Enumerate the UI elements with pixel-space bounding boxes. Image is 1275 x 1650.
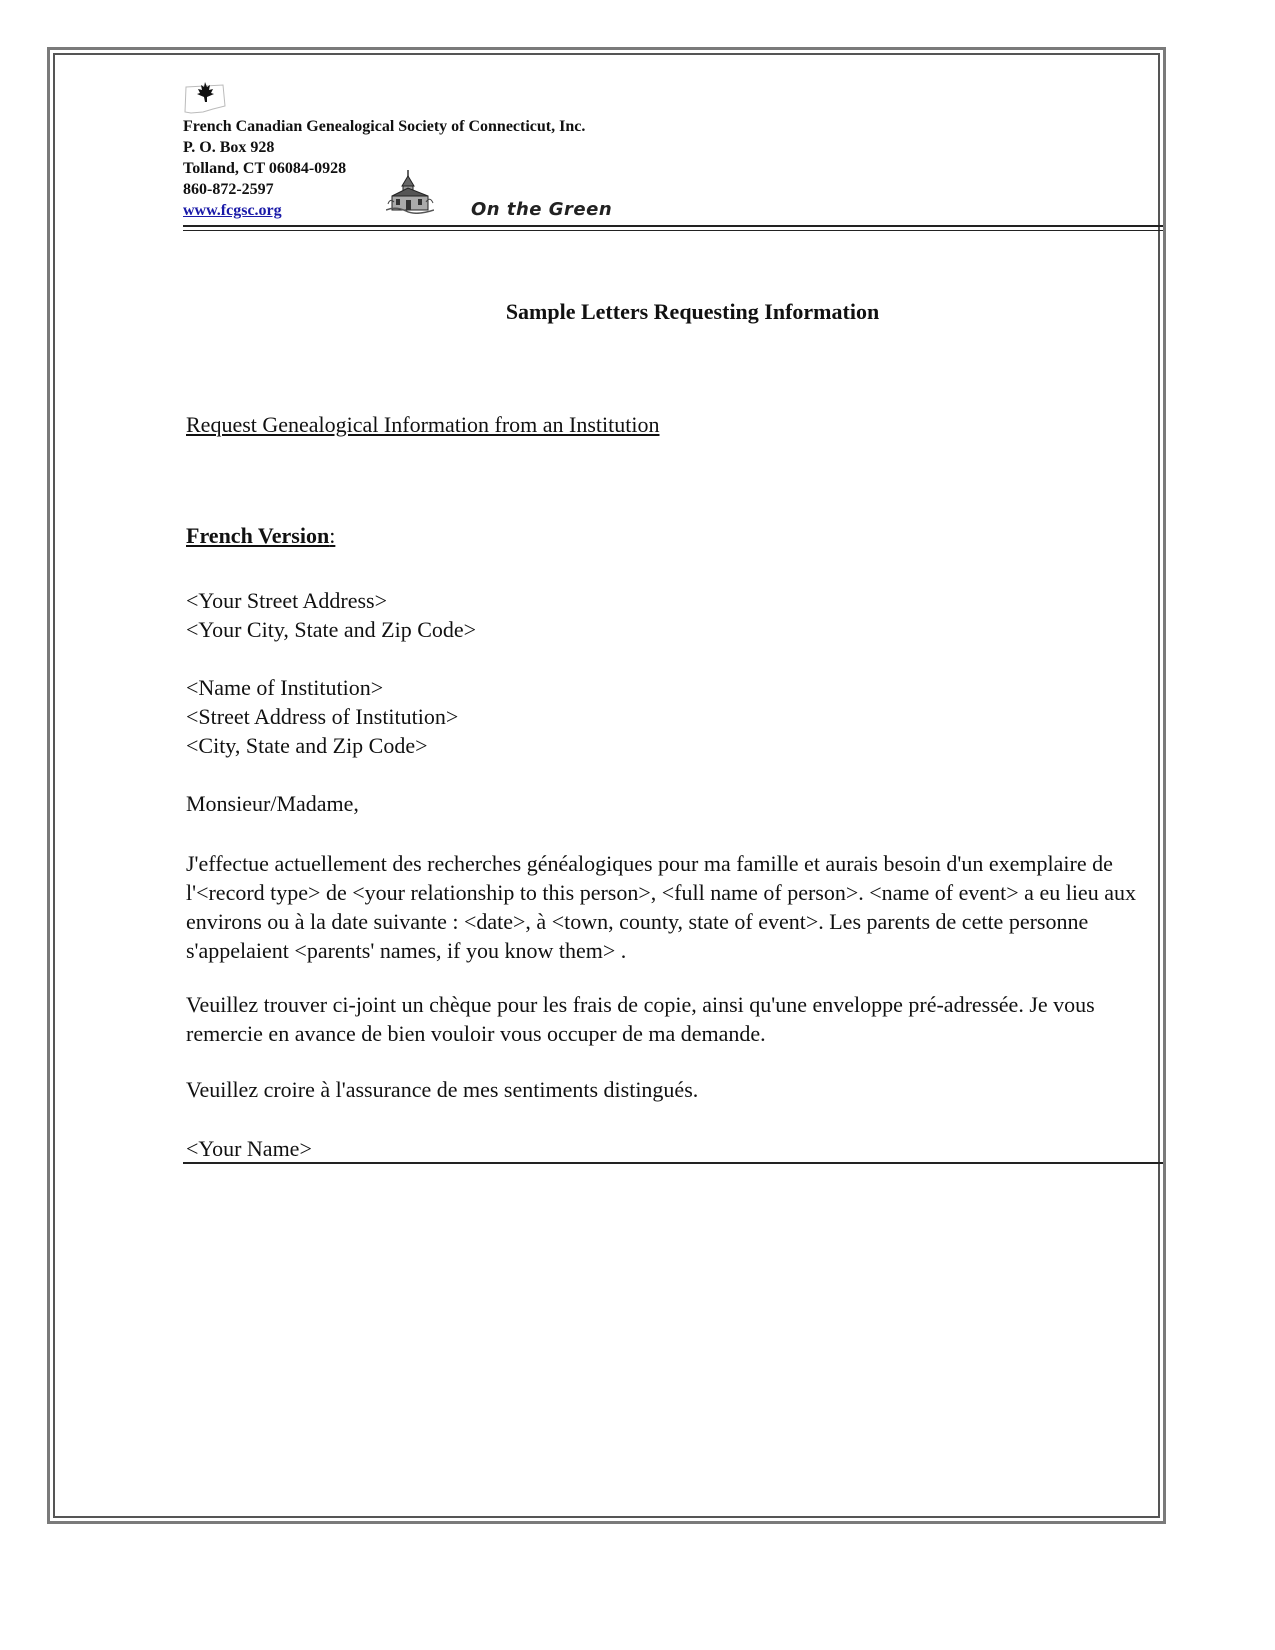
phone-number: 860-872-2597 — [183, 181, 274, 198]
tagline: On the Green — [471, 199, 613, 220]
salutation: Monsieur/Madame, — [186, 791, 359, 816]
website-link[interactable]: www.fcgsc.org — [183, 202, 282, 219]
version-label: French Version — [186, 523, 330, 548]
institution-street: <Street Address of Institution> — [186, 704, 459, 729]
header-rule-thin — [183, 230, 1163, 231]
letter-paragraph-2: Veuillez trouver ci-joint un chèque pour les frais de copie, ainsi qu'une enveloppe pré-adressée. Je vous remercie en avance de bien vouloir vous occuper de ma demande. — [186, 992, 1095, 1046]
sender-city: <Your City, State and Zip Code> — [186, 617, 477, 642]
sender-street: <Your Street Address> — [186, 588, 388, 613]
closing-line: Veuillez croire à l'assurance de mes sentiments distingués. — [186, 1077, 699, 1102]
letter-paragraph-1: J'effectue actuellement des recherches généalogiques pour ma famille et aurais besoin d'un exemplaire de l'<record type> de <your relationship to this person>, <full name of person>. <name of event> a eu lieu aux environs ou à la date suivante : <date>, à <town, county, state of event>. Les parents de cette personne s'appelaient <parents' names, if you know them> . — [186, 851, 1136, 963]
maple-leaf-logo-icon — [183, 79, 229, 115]
city-line: Tolland, CT 06084-0928 — [183, 160, 347, 177]
page-title: Sample Letters Requesting Information — [505, 299, 880, 324]
po-box: P. O. Box 928 — [183, 139, 275, 156]
institution-address — [186, 673, 1176, 760]
org-name: French Canadian Genealogical Society of Connecticut, Inc. — [183, 118, 586, 135]
institution-city: <City, State and Zip Code> — [186, 733, 428, 758]
version-colon: : — [329, 523, 336, 548]
institution-name: <Name of Institution> — [186, 675, 384, 700]
version-heading — [186, 523, 335, 549]
church-illustration-icon — [386, 168, 434, 214]
section-subtitle: Request Genealogical Information from an Institution — [186, 412, 660, 437]
header-rule — [183, 225, 1163, 227]
page-border-inner — [53, 53, 1160, 1518]
signature-rule — [183, 1162, 1163, 1164]
signature-placeholder: <Your Name> — [186, 1136, 312, 1161]
sender-address — [186, 586, 1176, 644]
